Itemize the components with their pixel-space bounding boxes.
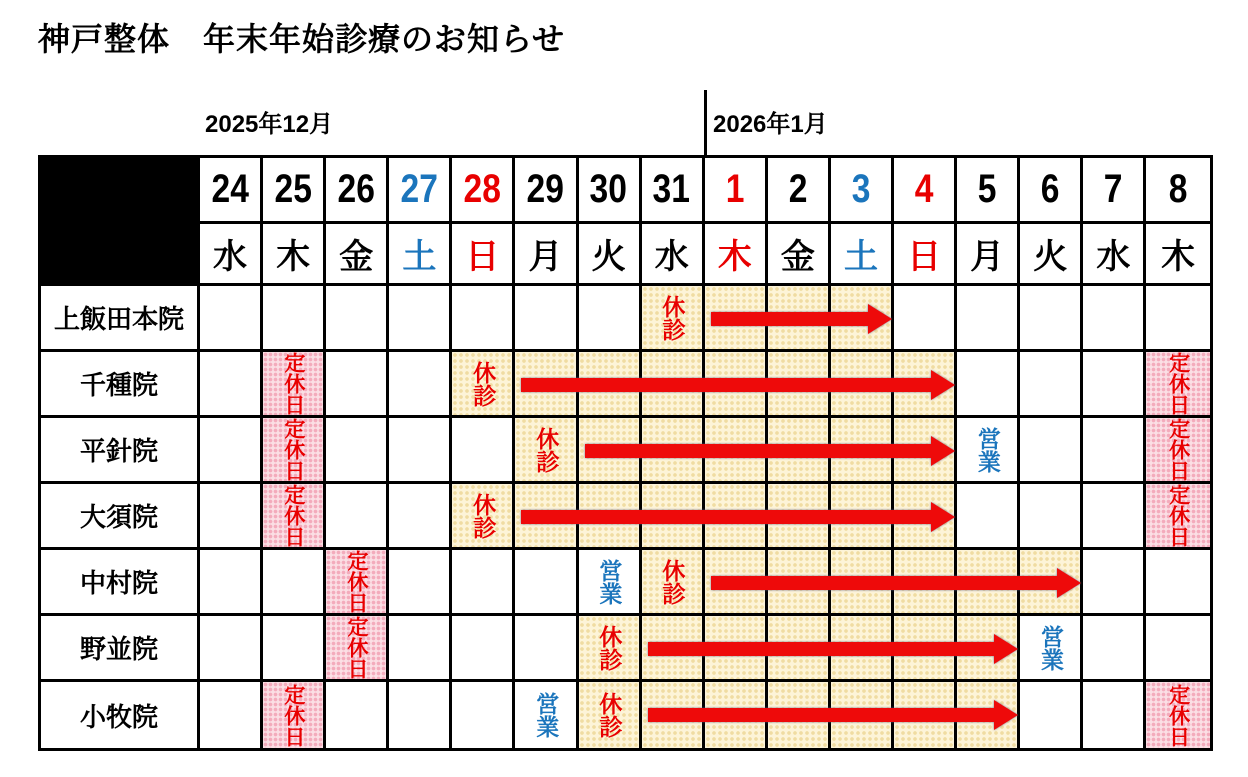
clinic-name-cell <box>41 682 200 748</box>
schedule-cell <box>326 550 389 616</box>
clinic-name: 平針院 <box>79 436 158 466</box>
weekday-label: 木 <box>276 238 311 276</box>
schedule-cell <box>326 286 389 352</box>
schedule-cell <box>263 352 326 418</box>
schedule-cell <box>452 484 515 550</box>
schedule-cell <box>326 352 389 418</box>
date-label: 30 <box>589 167 628 211</box>
date-label: 28 <box>463 167 502 211</box>
schedule-cell <box>389 616 452 682</box>
regular-holiday-label: 定休日 <box>281 484 305 547</box>
schedule-cell <box>705 418 768 484</box>
schedule-cell <box>831 682 894 748</box>
closed-label: 休診 <box>533 426 560 473</box>
schedule-cell <box>515 682 578 748</box>
schedule-cell <box>894 484 957 550</box>
clinic-name: 上飯田本院 <box>53 304 184 334</box>
schedule-cell <box>831 550 894 616</box>
open-label: 営業 <box>974 426 1001 473</box>
schedule-cell <box>389 352 452 418</box>
schedule-cell <box>515 352 578 418</box>
weekday-cell <box>389 224 452 286</box>
schedule-cell <box>1020 484 1083 550</box>
schedule-cell <box>200 484 263 550</box>
date-cell <box>1020 158 1083 224</box>
schedule-cell <box>642 682 705 748</box>
schedule-cell <box>831 352 894 418</box>
date-label: 8 <box>1168 167 1188 211</box>
regular-holiday-label: 定休日 <box>1166 484 1190 547</box>
regular-holiday-label: 定休日 <box>281 418 305 481</box>
weekday-cell <box>200 224 263 286</box>
schedule-cell <box>957 418 1020 484</box>
schedule-cell <box>705 682 768 748</box>
schedule-cell <box>957 616 1020 682</box>
weekday-cell <box>1083 224 1146 286</box>
weekday-label: 金 <box>339 238 374 276</box>
date-cell <box>957 158 1020 224</box>
clinic-name: 大須院 <box>79 502 158 532</box>
date-label: 29 <box>526 167 565 211</box>
schedule-cell <box>200 616 263 682</box>
schedule-cell <box>200 352 263 418</box>
date-cell <box>705 158 768 224</box>
schedule-cell <box>642 418 705 484</box>
date-cell <box>894 158 957 224</box>
schedule-cell <box>642 550 705 616</box>
schedule-cell <box>1083 682 1146 748</box>
schedule-cell <box>515 550 578 616</box>
schedule-cell <box>452 286 515 352</box>
schedule-cell <box>894 286 957 352</box>
schedule-cell <box>263 550 326 616</box>
page-title: 神戸整体 年末年始診療のお知らせ <box>38 21 566 57</box>
schedule-cell <box>452 550 515 616</box>
schedule-cell <box>1083 616 1146 682</box>
weekday-label: 木 <box>1160 238 1195 276</box>
clinic-name-cell <box>41 286 200 352</box>
clinic-name-cell <box>41 352 200 418</box>
date-cell <box>831 158 894 224</box>
schedule-cell <box>1146 286 1209 352</box>
date-label: 5 <box>977 167 997 211</box>
schedule-cell <box>515 616 578 682</box>
clinic-name-cell <box>41 418 200 484</box>
closed-label: 休診 <box>659 294 686 341</box>
date-cell <box>642 158 705 224</box>
closed-label: 休診 <box>659 558 686 605</box>
schedule-cell <box>1020 286 1083 352</box>
month-label-january: 2026年1月 <box>713 111 828 138</box>
schedule-cell <box>957 352 1020 418</box>
regular-holiday-label: 定休日 <box>1166 352 1190 415</box>
schedule-cell <box>452 352 515 418</box>
schedule-cell <box>768 616 831 682</box>
date-label: 6 <box>1040 167 1060 211</box>
schedule-cell <box>326 418 389 484</box>
date-cell <box>1146 158 1209 224</box>
schedule-cell <box>200 286 263 352</box>
schedule-cell <box>1146 484 1209 550</box>
schedule-cell <box>768 352 831 418</box>
closed-label: 休診 <box>596 692 623 738</box>
date-label: 1 <box>725 167 745 211</box>
date-cell <box>200 158 263 224</box>
schedule-cell <box>579 682 642 748</box>
schedule-cell <box>579 286 642 352</box>
date-label: 4 <box>914 167 934 211</box>
schedule-cell <box>957 682 1020 748</box>
schedule-cell <box>263 286 326 352</box>
open-label: 営業 <box>596 558 623 605</box>
schedule-cell <box>200 418 263 484</box>
schedule-cell <box>452 682 515 748</box>
schedule-cell <box>263 616 326 682</box>
schedule-cell <box>705 616 768 682</box>
date-label: 27 <box>400 167 439 211</box>
weekday-label: 土 <box>843 238 878 276</box>
schedule-cell <box>1146 550 1209 616</box>
date-cell <box>263 158 326 224</box>
weekday-label: 水 <box>654 238 689 276</box>
schedule-cell <box>515 418 578 484</box>
schedule-cell <box>200 550 263 616</box>
schedule-cell <box>579 352 642 418</box>
month-label-december: 2025年12月 <box>205 111 334 138</box>
weekday-cell <box>1146 224 1209 286</box>
weekday-label: 火 <box>591 238 626 276</box>
date-label: 3 <box>851 167 871 211</box>
date-label: 31 <box>653 167 691 211</box>
weekday-cell <box>768 224 831 286</box>
date-cell <box>326 158 389 224</box>
schedule-cell <box>705 286 768 352</box>
weekday-cell <box>579 224 642 286</box>
clinic-name: 小牧院 <box>79 701 158 732</box>
schedule-cell <box>389 286 452 352</box>
schedule-cell <box>1083 550 1146 616</box>
schedule-cell <box>1146 682 1209 748</box>
schedule-cell <box>768 286 831 352</box>
weekday-cell <box>957 224 1020 286</box>
weekday-cell <box>642 224 705 286</box>
date-label: 25 <box>274 167 312 211</box>
weekday-cell <box>1020 224 1083 286</box>
schedule-cell <box>1020 682 1083 748</box>
schedule-cell <box>1146 352 1209 418</box>
weekday-label: 日 <box>907 238 942 276</box>
weekday-label: 金 <box>780 238 815 276</box>
regular-holiday-label: 定休日 <box>344 550 368 613</box>
clinic-name: 中村院 <box>79 568 158 598</box>
weekday-cell <box>326 224 389 286</box>
date-cell <box>452 158 515 224</box>
closed-label: 休診 <box>470 360 497 407</box>
schedule-cell <box>1020 352 1083 418</box>
regular-holiday-label: 定休日 <box>1166 683 1190 747</box>
schedule-cell <box>326 682 389 748</box>
date-label: 26 <box>337 167 375 211</box>
schedule-cell <box>642 286 705 352</box>
regular-holiday-label: 定休日 <box>1166 418 1190 481</box>
schedule-cell <box>1083 418 1146 484</box>
weekday-label: 水 <box>213 238 248 276</box>
open-label: 営業 <box>533 692 560 738</box>
schedule-cell <box>389 418 452 484</box>
date-cell <box>389 158 452 224</box>
schedule-cell <box>768 550 831 616</box>
schedule-cell <box>894 682 957 748</box>
schedule-cell <box>200 682 263 748</box>
schedule-cell <box>894 418 957 484</box>
closed-label: 休診 <box>470 492 497 539</box>
weekday-cell <box>515 224 578 286</box>
date-label: 2 <box>788 167 808 211</box>
schedule-cell <box>389 682 452 748</box>
schedule-cell <box>957 484 1020 550</box>
date-cell <box>579 158 642 224</box>
schedule-cell <box>894 616 957 682</box>
schedule-cell <box>515 286 578 352</box>
weekday-label: 木 <box>717 238 752 276</box>
closed-label: 休診 <box>596 624 623 671</box>
schedule-cell <box>1146 418 1209 484</box>
weekday-cell <box>263 224 326 286</box>
schedule-cell <box>894 550 957 616</box>
schedule-cell <box>579 418 642 484</box>
schedule-cell <box>642 352 705 418</box>
schedule-cell <box>515 484 578 550</box>
schedule-cell <box>1083 352 1146 418</box>
schedule-cell <box>326 484 389 550</box>
date-cell <box>1083 158 1146 224</box>
schedule-cell <box>768 682 831 748</box>
schedule-cell <box>831 616 894 682</box>
schedule-cell <box>831 484 894 550</box>
schedule-table <box>38 155 1213 751</box>
schedule-cell <box>768 484 831 550</box>
weekday-cell <box>894 224 957 286</box>
schedule-cell <box>263 682 326 748</box>
weekday-label: 土 <box>402 238 437 276</box>
schedule-cell <box>579 616 642 682</box>
schedule-cell <box>705 484 768 550</box>
schedule-cell <box>326 616 389 682</box>
schedule-cell <box>831 418 894 484</box>
weekday-label: 火 <box>1033 238 1068 276</box>
schedule-cell <box>957 550 1020 616</box>
weekday-label: 月 <box>528 238 563 276</box>
schedule-cell <box>452 616 515 682</box>
weekday-label: 水 <box>1096 238 1131 276</box>
schedule-cell <box>705 352 768 418</box>
table-corner-black-cell <box>41 158 200 286</box>
date-label: 24 <box>211 167 249 211</box>
schedule-cell <box>642 616 705 682</box>
schedule-cell <box>389 484 452 550</box>
schedule-cell <box>768 418 831 484</box>
schedule-cell <box>1083 286 1146 352</box>
schedule-cell <box>389 550 452 616</box>
weekday-label: 日 <box>465 238 500 276</box>
regular-holiday-label: 定休日 <box>281 352 305 415</box>
clinic-name: 野並院 <box>79 634 158 664</box>
open-label: 営業 <box>1037 624 1064 671</box>
schedule-cell <box>705 550 768 616</box>
schedule-cell <box>579 550 642 616</box>
regular-holiday-label: 定休日 <box>344 616 368 679</box>
schedule-cell <box>1083 484 1146 550</box>
schedule-cell <box>642 484 705 550</box>
schedule-cell <box>263 418 326 484</box>
schedule-cell <box>1146 616 1209 682</box>
schedule-cell <box>452 418 515 484</box>
schedule-cell <box>1020 550 1083 616</box>
clinic-name-cell <box>41 484 200 550</box>
schedule-cell <box>1020 418 1083 484</box>
schedule-cell <box>831 286 894 352</box>
month-divider-line <box>704 90 707 156</box>
date-label: 7 <box>1104 167 1123 211</box>
schedule-cell <box>263 484 326 550</box>
clinic-name-cell <box>41 550 200 616</box>
clinic-name-cell <box>41 616 200 682</box>
weekday-cell <box>705 224 768 286</box>
schedule-cell <box>579 484 642 550</box>
weekday-label: 月 <box>970 238 1005 276</box>
schedule-cell <box>894 352 957 418</box>
date-cell <box>515 158 578 224</box>
regular-holiday-label: 定休日 <box>281 683 305 747</box>
weekday-cell <box>831 224 894 286</box>
weekday-cell <box>452 224 515 286</box>
date-cell <box>768 158 831 224</box>
schedule-cell <box>1020 616 1083 682</box>
schedule-cell <box>957 286 1020 352</box>
clinic-name: 千種院 <box>79 370 158 400</box>
